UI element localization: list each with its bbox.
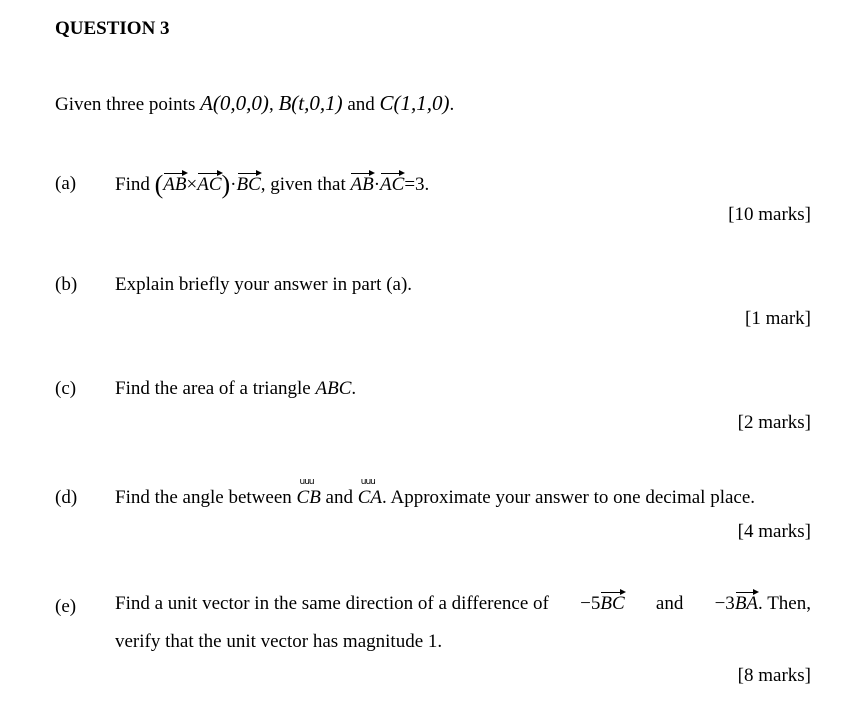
open-paren: ( bbox=[154, 170, 164, 199]
part-e-label: (e) bbox=[55, 596, 77, 617]
part-d-marks: [4 marks] bbox=[737, 521, 811, 542]
vector-accent: uuu bbox=[299, 477, 314, 487]
part-e-and: and bbox=[655, 593, 684, 614]
part-d-post: . Approximate your answer to one decimal place. bbox=[382, 487, 756, 508]
vector-ab-2: AB bbox=[350, 174, 374, 195]
point-b: B(t,0,1) bbox=[278, 91, 343, 115]
vector-ac: AC bbox=[197, 174, 222, 195]
part-c-label: (c) bbox=[55, 378, 77, 399]
part-d-pre: Find the angle between bbox=[115, 487, 292, 508]
part-e-post: . Then, bbox=[758, 593, 811, 614]
coef-neg5: −5 bbox=[580, 593, 601, 614]
part-b-marks: [1 mark] bbox=[745, 308, 811, 329]
vector-ba-e: BA bbox=[734, 593, 759, 614]
part-a-given: , given that bbox=[260, 174, 346, 195]
part-d-label: (d) bbox=[55, 487, 78, 508]
intro-sep-1: , bbox=[268, 94, 274, 115]
intro-end: . bbox=[449, 94, 455, 115]
coef-neg3: −3 bbox=[714, 593, 735, 614]
cross-symbol: × bbox=[186, 174, 198, 195]
vector-ac-2: AC bbox=[380, 174, 405, 195]
part-d-and: and bbox=[325, 487, 353, 508]
vector-ab: AB bbox=[163, 174, 187, 195]
dot-symbol: · bbox=[230, 174, 237, 195]
part-d-text bbox=[115, 477, 756, 509]
vector-accent-2: uuu bbox=[360, 477, 375, 487]
vector-bc-e: BC bbox=[600, 593, 625, 614]
point-c: C(1,1,0) bbox=[379, 91, 450, 115]
vector-ca-wrap bbox=[357, 477, 383, 509]
intro-conj: and bbox=[347, 94, 375, 115]
part-c-text bbox=[115, 378, 356, 400]
intro-line bbox=[55, 91, 454, 116]
part-a-label: (a) bbox=[55, 173, 77, 194]
part-e-line1 bbox=[115, 593, 811, 615]
part-c-post: . bbox=[351, 378, 357, 399]
part-a-text bbox=[115, 170, 429, 200]
dot-symbol-2: · bbox=[373, 174, 381, 195]
vector-bc: BC bbox=[236, 174, 261, 195]
part-b-text: Explain briefly your answer in part (a). bbox=[115, 274, 413, 295]
vector-ca: CA bbox=[357, 487, 383, 508]
part-a-eq: =3. bbox=[404, 174, 430, 195]
part-e-line2: verify that the unit vector has magnitude 1. bbox=[115, 631, 443, 652]
point-a: A(0,0,0) bbox=[200, 91, 269, 115]
part-a-marks: [10 marks] bbox=[728, 204, 811, 225]
part-b-label: (b) bbox=[55, 274, 78, 295]
part-e-pre: Find a unit vector in the same direction of a difference of bbox=[115, 593, 549, 614]
part-e-marks: [8 marks] bbox=[737, 665, 811, 686]
part-e-math2 bbox=[715, 593, 811, 615]
part-c-pre: Find the area of a triangle bbox=[115, 378, 311, 399]
vector-cb-wrap bbox=[296, 477, 321, 509]
intro-prefix: Given three points bbox=[55, 94, 196, 115]
close-paren: ) bbox=[221, 170, 231, 199]
question-heading: QUESTION 3 bbox=[55, 18, 170, 39]
part-c-marks: [2 marks] bbox=[737, 412, 811, 433]
part-e-math1 bbox=[580, 593, 625, 615]
vector-cb: CB bbox=[296, 487, 321, 508]
triangle-abc: ABC bbox=[315, 378, 352, 399]
part-a-find: Find bbox=[115, 174, 150, 195]
